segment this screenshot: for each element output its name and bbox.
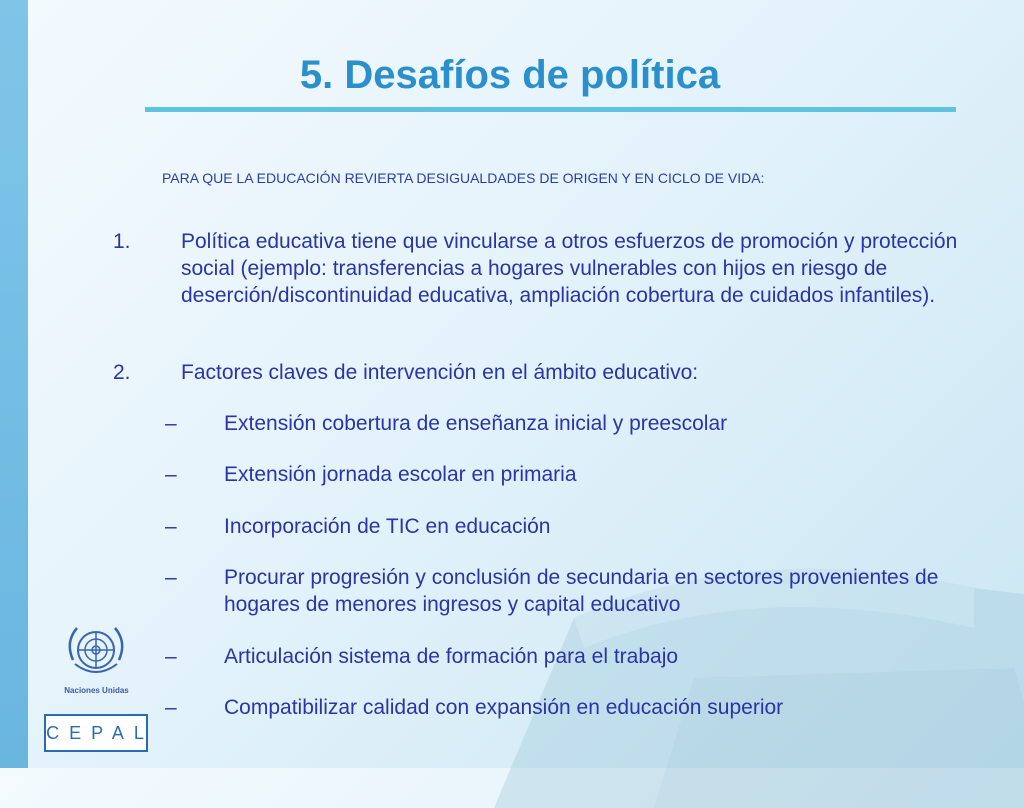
un-emblem-icon bbox=[61, 620, 131, 684]
item-text: Factores claves de intervención en el ámbito educativo: bbox=[181, 361, 699, 384]
item-number: 1. bbox=[113, 230, 131, 253]
cepal-wordmark: CEPAL bbox=[44, 714, 148, 752]
bullet-text: Procurar progresión y conclusión de secundaria en sectores provenientes de hogares de menores ingresos y capital educativo bbox=[224, 566, 939, 616]
bullet-text: Extensión cobertura de enseñanza inicial y preescolar bbox=[224, 412, 728, 435]
bullet-dash: – bbox=[165, 515, 177, 538]
bullet-text: Incorporación de TIC en educación bbox=[224, 515, 551, 538]
item-text: Política educativa tiene que vincularse a otros esfuerzos de promoción y protección social (ejemplo: transferencias a hogares vulnerables con hijos en riesgo de deserción/discontinuidad educativa, ampliación cobertura de cuidados infantiles). bbox=[181, 230, 958, 307]
bullet-dash: – bbox=[165, 696, 177, 719]
bullet-text: Articulación sistema de formación para el trabajo bbox=[224, 645, 679, 668]
slide-subtitle: PARA QUE LA EDUCACIÓN REVIERTA DESIGUALDADES DE ORIGEN Y EN CICLO DE VIDA: bbox=[162, 170, 765, 186]
slide-title: 5. Desafíos de política bbox=[299, 53, 721, 97]
bullet-dash: – bbox=[165, 412, 177, 435]
item-number: 2. bbox=[113, 361, 131, 384]
bullet-dash: – bbox=[165, 463, 177, 486]
bullet-dash: – bbox=[165, 566, 177, 589]
logo-caption: Naciones Unidas bbox=[64, 686, 129, 695]
cepal-logo bbox=[44, 620, 154, 760]
bullet-text: Compatibilizar calidad con expansión en educación superior bbox=[224, 696, 784, 719]
bullet-text: Extensión jornada escolar en primaria bbox=[224, 463, 577, 486]
bullet-dash: – bbox=[165, 645, 177, 668]
